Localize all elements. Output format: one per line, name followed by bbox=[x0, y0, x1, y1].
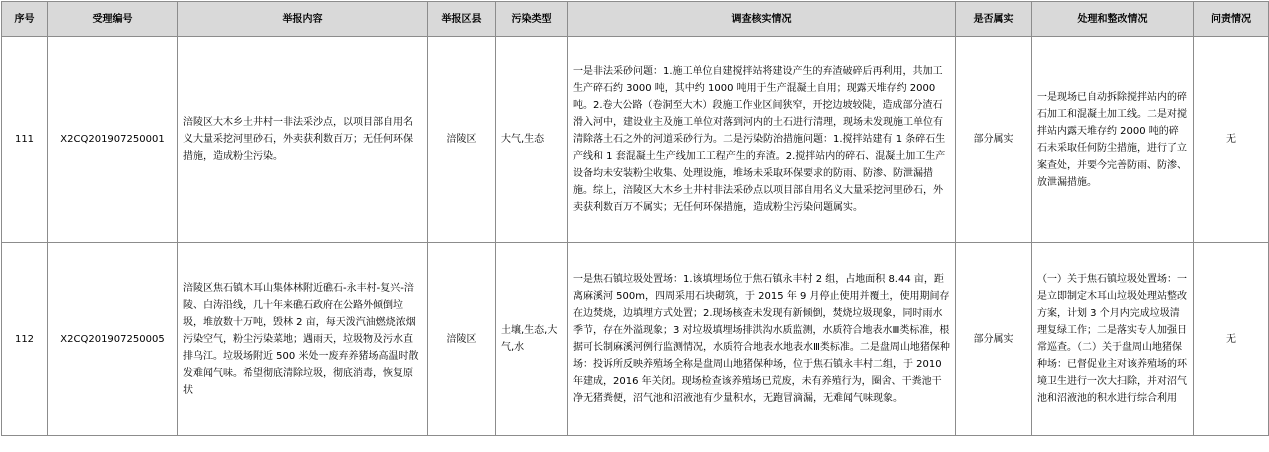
header-case-no: 受理编号 bbox=[48, 2, 178, 37]
cell-investigation: 一是焦石镇垃圾处置场：1.该填埋场位于焦石镇永丰村 2 组，占地面积 8.44 亩，距离麻溪河 500m，四周采用石块砌筑，于 2015 年 9 月停止使用并覆土，使用期间存在边焚烧，边填埋方式处置；2.现场核查未发现有新倾倒，焚烧垃圾现象，同时雨水季节，存在外溢现象；3 对垃圾填埋场排洪沟水质监测，水质符合地表水Ⅲ类标准，根据可长制麻溪河例行监测情况，水质符合地表水地表水Ⅲ类标准。二是盘周山地猪保种场：投诉所反映养殖场全称是盘周山地猪保种场，位于焦石镇永丰村二组，于 2010 年建成，2016 年关闭。现场检查该养殖场已荒废，未有养殖行为，圈舍、干粪池干净无猪粪便，沼气池和沼液池有少量积水，无跑冒滴漏，无难闻气味现象。 bbox=[568, 243, 956, 436]
cell-district: 涪陵区 bbox=[428, 37, 496, 243]
table-row bbox=[2, 243, 1269, 436]
cell-case-no: X2CQ201907250001 bbox=[48, 37, 178, 243]
header-accountability: 问责情况 bbox=[1194, 2, 1269, 37]
cell-complaint: 涪陵区焦石镇木耳山集体林附近礁石-永丰村-复兴-涪陵、白涛沿线，几十年来礁石政府在公路外倾倒垃圾，堆放数十万吨，毁林 2 亩，每天泼汽油燃烧浓烟污染空气，粉尘污染菜地；遇雨天，垃圾物及污水直排乌江。垃圾场附近 500 米处一废弃养猪场高温时散发难闻气味。希望彻底清除垃圾，彻底消毒，恢复原状 bbox=[178, 243, 428, 436]
cell-district: 涪陵区 bbox=[428, 243, 496, 436]
header-pollution-type: 污染类型 bbox=[496, 2, 568, 37]
header-investigation: 调查核实情况 bbox=[568, 2, 956, 37]
header-seq: 序号 bbox=[2, 2, 48, 37]
cell-pollution-type: 土壤,生态,大气,水 bbox=[496, 243, 568, 436]
header-district: 举报区县 bbox=[428, 2, 496, 37]
table-row bbox=[2, 37, 1269, 243]
cell-verified: 部分属实 bbox=[956, 243, 1032, 436]
header-handling: 处理和整改情况 bbox=[1032, 2, 1194, 37]
header-row bbox=[2, 2, 1269, 37]
cell-verified: 部分属实 bbox=[956, 37, 1032, 243]
cell-seq: 111 bbox=[2, 37, 48, 243]
complaint-table bbox=[1, 1, 1269, 436]
cell-accountability: 无 bbox=[1194, 243, 1269, 436]
cell-accountability: 无 bbox=[1194, 37, 1269, 243]
cell-complaint: 涪陵区大木乡土井村一非法采沙点，以项目部自用名义大量采挖河里砂石，外卖获利数百万；无任何环保措施，造成粉尘污染。 bbox=[178, 37, 428, 243]
header-verified: 是否属实 bbox=[956, 2, 1032, 37]
cell-handling: 一是现场已自动拆除搅拌站内的碎石加工和混凝土加工线。二是对搅拌站内露天堆存约 2000 吨的碎石未采取任何防尘措施，进行了立案查处，并要今完善防雨、防渗、放泄漏措施。 bbox=[1032, 37, 1194, 243]
cell-seq: 112 bbox=[2, 243, 48, 436]
header-complaint: 举报内容 bbox=[178, 2, 428, 37]
cell-investigation: 一是非法采砂问题：1.施工单位自建搅拌站将建设产生的弃渣破碎后再利用，共加工生产碎石约 3000 吨，其中约 1000 吨用于生产混凝土自用；现露天堆存约 2000 吨。2.卷大公路（卷洞至大木）段施工作业区间狭窄，开挖边坡较陡，造成部分渣石滑入河中，建设业主及施工单位对落到河内的土石进行清理，现场未发现施工单位有清除落土石之外的河道采砂行为。二是污染防治措施问题：1.搅拌站建有 1 条碎石生产线和 1 套混凝土生产线加工工程产生的弃渣。2.搅拌站内的碎石、混凝土加工生产设备均未安装粉尘收集、处理设施，堆场未采取环保要求的防雨、防渗、防泄漏措施。综上，涪陵区大木乡土井村非法采砂点以项目部自用名义大量采挖河里砂石，外卖获利数百万不属实；无任何环保措施，造成粉尘污染问题属实。 bbox=[568, 37, 956, 243]
cell-pollution-type: 大气,生态 bbox=[496, 37, 568, 243]
cell-handling: （一）关于焦石镇垃圾处置场：一是立即制定木耳山垃圾处理站整改方案，计划 3 个月内完成垃圾清理复绿工作；二是落实专人加强日常巡查。（二）关于盘周山地猪保种场：已督促业主对该养殖场的环境卫生进行一次大扫除，并对沼气池和沼液池的积水进行综合利用 bbox=[1032, 243, 1194, 436]
cell-case-no: X2CQ201907250005 bbox=[48, 243, 178, 436]
